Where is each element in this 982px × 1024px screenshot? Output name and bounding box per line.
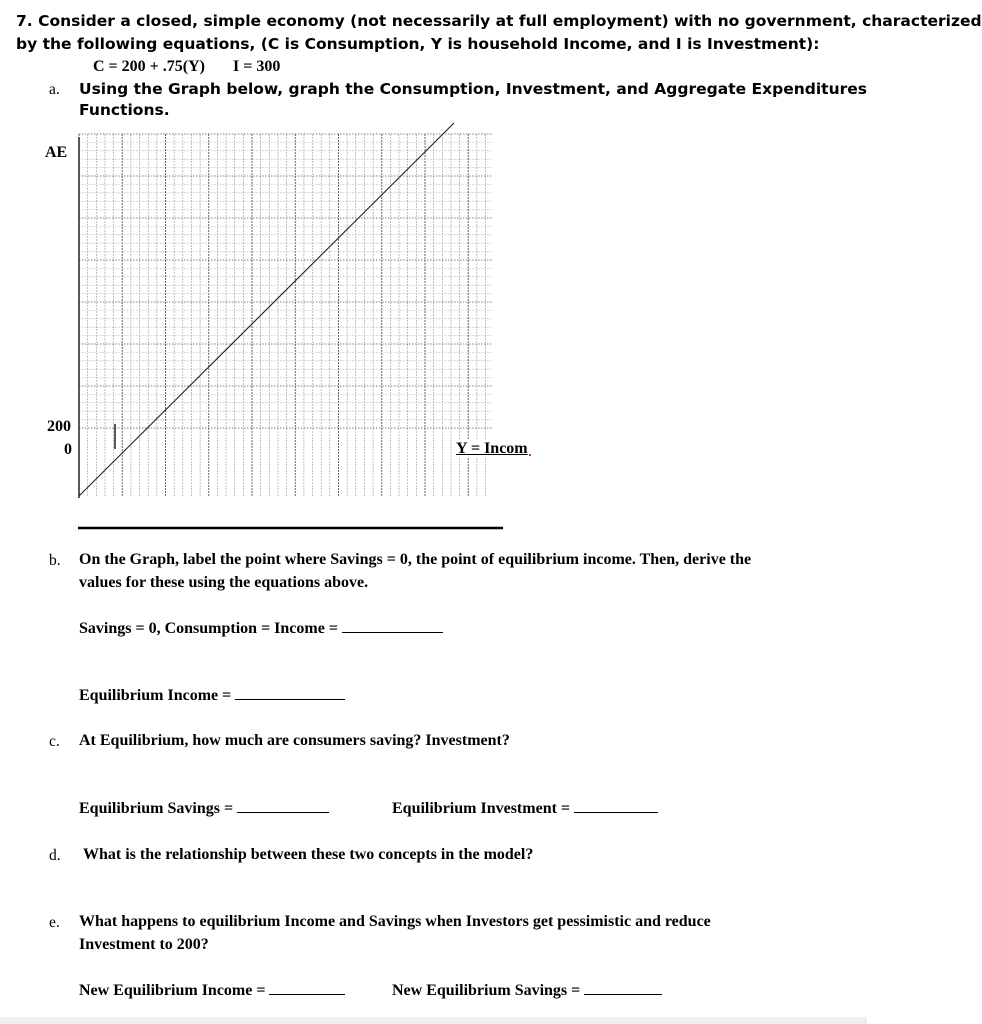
new-equilibrium-income-prompt	[79, 982, 345, 1000]
part-e-line-2: Investment to 200?	[79, 936, 209, 953]
part-d-letter: d.	[49, 847, 61, 864]
part-a-line-1: Using the Graph below, graph the Consumption, Investment, and Aggregate Expenditures	[79, 80, 867, 98]
new-equilibrium-savings-label: New Equilibrium Savings =	[392, 982, 581, 999]
equilibrium-savings-answer-blank[interactable]	[237, 800, 329, 813]
x-axis-label: Y = Incom	[456, 440, 528, 457]
consumption-equation: C = 200 + .75(Y)	[93, 58, 205, 75]
y-tick-0: 0	[64, 441, 72, 458]
new-equilibrium-savings-answer-blank[interactable]	[584, 982, 662, 995]
equilibrium-income-answer-blank[interactable]	[235, 687, 345, 700]
part-d-text: What is the relationship between these two concepts in the model?	[83, 846, 534, 863]
new-equilibrium-savings-prompt	[392, 982, 662, 1000]
equilibrium-investment-prompt	[392, 800, 658, 818]
part-a-letter: a.	[49, 81, 60, 98]
investment-equation: I = 300	[233, 58, 281, 75]
graph-grid-vertical	[79, 134, 486, 497]
graph-grid-horizontal	[79, 134, 492, 428]
part-c-letter: c.	[49, 733, 60, 750]
ae-graph	[0, 0, 867, 540]
equilibrium-investment-answer-blank[interactable]	[574, 800, 658, 813]
part-e-line-1: What happens to equilibrium Income and Savings when Investors get pessimistic and reduce	[79, 913, 711, 930]
equilibrium-savings-prompt	[79, 800, 329, 818]
y-tick-200: 200	[47, 418, 71, 435]
y-axis-label: AE	[45, 144, 68, 161]
savings-zero-prompt	[79, 620, 443, 638]
ae-45-degree-line	[79, 123, 454, 496]
new-equilibrium-income-answer-blank[interactable]	[269, 982, 345, 995]
equilibrium-investment-label: Equilibrium Investment =	[392, 800, 571, 817]
part-b-line-2: values for these using the equations above.	[79, 574, 369, 591]
part-c-text: At Equilibrium, how much are consumers saving? Investment?	[79, 732, 510, 749]
savings-zero-label: Savings = 0, Consumption = Income =	[79, 620, 338, 637]
part-e-letter: e.	[49, 914, 60, 931]
savings-zero-answer-blank[interactable]	[342, 620, 443, 633]
equilibrium-savings-label: Equilibrium Savings =	[79, 800, 234, 817]
part-b-line-1: On the Graph, label the point where Savings = 0, the point of equilibrium income. Then, derive the	[79, 551, 752, 568]
part-b-letter: b.	[49, 552, 61, 569]
new-equilibrium-income-label: New Equilibrium Income =	[79, 982, 266, 999]
question-line-2: by the following equations, (C is Consumption, Y is household Income, and I is Investment):	[16, 35, 820, 53]
equilibrium-income-prompt	[79, 687, 345, 705]
equilibrium-income-label: Equilibrium Income =	[79, 687, 232, 704]
bottom-scroll-edge	[0, 1017, 867, 1024]
part-a-line-2: Functions.	[79, 101, 170, 119]
question-line-1: 7. Consider a closed, simple economy (not necessarily at full employment) with no government, characterized	[16, 12, 982, 30]
